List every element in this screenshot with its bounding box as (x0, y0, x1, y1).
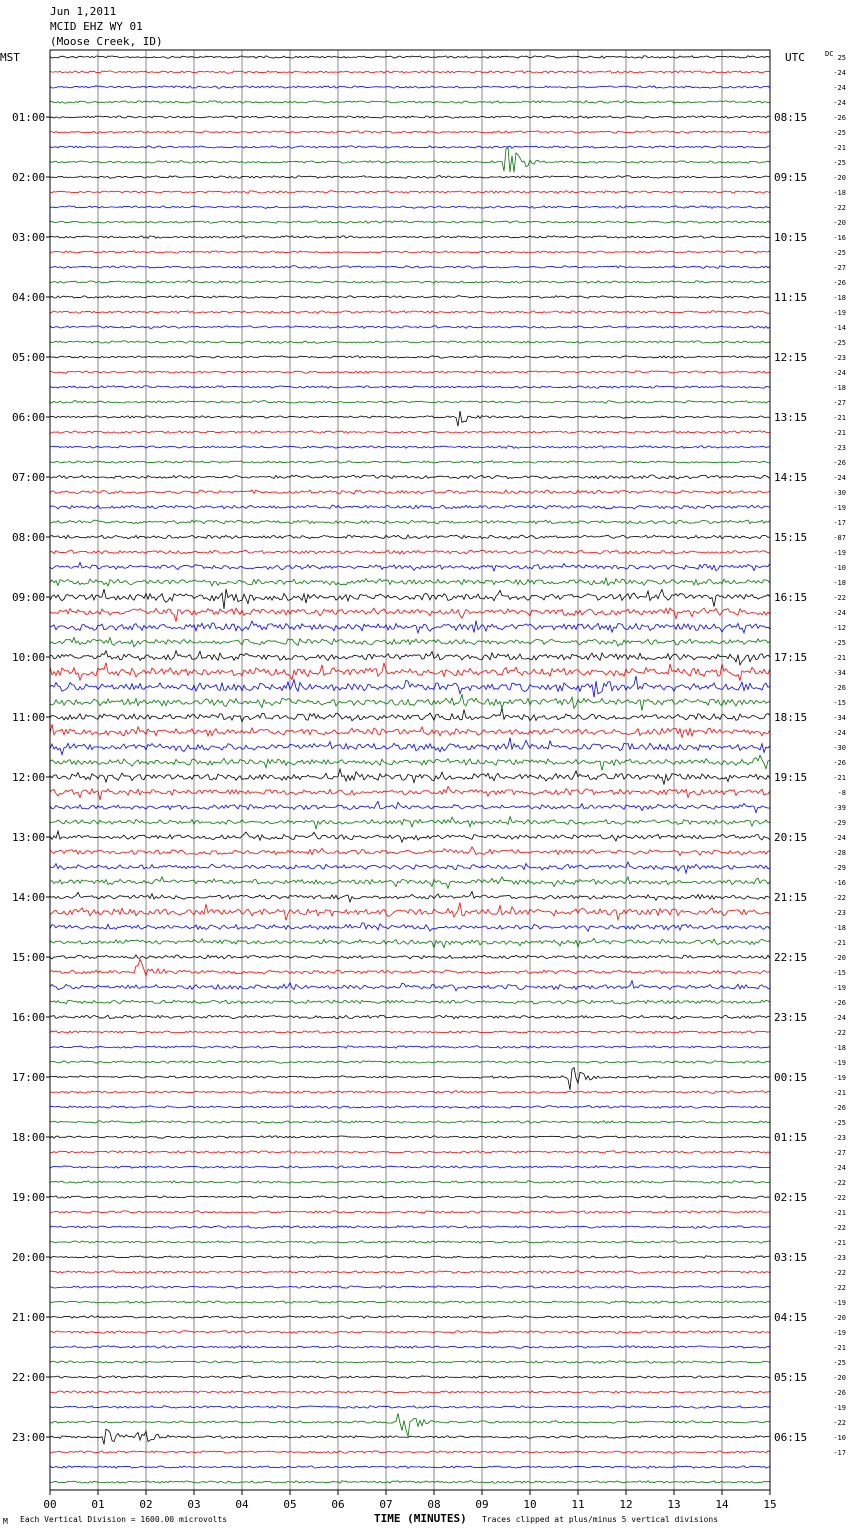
trace-70 (50, 1106, 770, 1109)
dc-offset: -18 (833, 924, 846, 932)
trace-73 (50, 1151, 770, 1154)
trace-61 (50, 959, 770, 976)
dc-offset: -24 (833, 729, 846, 737)
trace-37 (50, 608, 770, 622)
utc-label: 14:15 (774, 471, 808, 484)
trace-3 (50, 101, 770, 104)
utc-label: 12:15 (774, 351, 808, 364)
plot-frame (50, 50, 770, 1490)
dc-offset: -24 (833, 369, 846, 377)
x-axis-ticks (43, 1490, 776, 1511)
trace-21 (50, 371, 770, 374)
trace-62 (50, 981, 770, 991)
trace-19 (50, 341, 770, 344)
trace-67 (50, 1061, 770, 1064)
mst-label: 22:00 (12, 1371, 46, 1384)
x-axis-title: TIME (MINUTES) (374, 1512, 467, 1525)
trace-43 (50, 694, 770, 710)
trace-33 (50, 550, 770, 554)
utc-label: 18:15 (774, 711, 808, 724)
mst-label: 17:00 (12, 1071, 46, 1084)
dc-offset: -26 (833, 1389, 846, 1397)
trace-47 (50, 755, 770, 770)
dc-offset: -17 (833, 519, 846, 527)
trace-93 (50, 1451, 770, 1453)
utc-label: 15:15 (774, 531, 808, 544)
trace-51 (50, 817, 770, 829)
dc-offset: -19 (833, 309, 846, 317)
dc-offset: -29 (833, 819, 846, 827)
dc-offset: -23 (833, 354, 846, 362)
utc-label: 08:15 (774, 111, 808, 124)
dc-offset: -22 (833, 1194, 846, 1202)
dc-offset: -22 (833, 894, 846, 902)
trace-34 (50, 562, 770, 571)
trace-64 (50, 1015, 770, 1019)
dc-offset: -21 (833, 774, 846, 782)
dc-offset: -24 (833, 609, 846, 617)
trace-32 (50, 535, 770, 539)
dc-offset: -22 (833, 1224, 846, 1232)
trace-36 (50, 589, 770, 609)
utc-label: 17:15 (774, 651, 808, 664)
trace-14 (50, 266, 770, 269)
dc-offset: -21 (833, 1209, 846, 1217)
dc-offset-labels (833, 54, 846, 1457)
trace-83 (50, 1301, 770, 1304)
dc-offset: -22 (833, 1284, 846, 1292)
clip-note: Traces clipped at plus/minus 5 vertical divisions (482, 1515, 719, 1524)
trace-87 (50, 1361, 770, 1364)
utc-label: 06:15 (774, 1431, 808, 1444)
trace-5 (50, 131, 770, 134)
trace-11 (50, 221, 770, 224)
mst-hour-labels (12, 111, 50, 1444)
dc-offset: -23 (833, 1254, 846, 1262)
x-tick-label: 14 (715, 1498, 729, 1511)
utc-label: 00:15 (774, 1071, 808, 1084)
dc-offset: -16 (833, 234, 846, 242)
dc-offset: -27 (833, 399, 846, 407)
dc-offset: -18 (833, 189, 846, 197)
x-tick-label: 12 (619, 1498, 633, 1511)
trace-84 (50, 1316, 770, 1319)
trace-78 (50, 1226, 770, 1229)
utc-label: 04:15 (774, 1311, 808, 1324)
trace-48 (50, 769, 770, 785)
trace-41 (50, 663, 770, 681)
dc-offset: -24 (833, 99, 846, 107)
dc-offset: -22 (833, 204, 846, 212)
trace-86 (50, 1346, 770, 1349)
x-tick-label: 10 (523, 1498, 537, 1511)
trace-54 (50, 862, 770, 873)
dc-offset: -20 (833, 174, 846, 182)
trace-42 (50, 676, 770, 697)
trace-20 (50, 356, 770, 359)
trace-90 (50, 1406, 770, 1409)
trace-39 (50, 638, 770, 647)
dc-offset: -25 (833, 1119, 846, 1127)
trace-72 (50, 1136, 770, 1139)
trace-23 (50, 401, 770, 404)
dc-offset: -19 (833, 1074, 846, 1082)
dc-offset: -23 (833, 444, 846, 452)
trace-92 (50, 1429, 770, 1444)
dc-offset: -19 (833, 549, 846, 557)
trace-0 (50, 56, 770, 59)
dc-offset: -25 (833, 249, 846, 257)
utc-label: 01:15 (774, 1131, 808, 1144)
trace-16 (50, 296, 770, 299)
dc-offset: -21 (833, 429, 846, 437)
mst-label: 07:00 (12, 471, 46, 484)
dc-offset: -19 (833, 1404, 846, 1412)
trace-60 (50, 955, 770, 959)
utc-label: 02:15 (774, 1191, 808, 1204)
dc-offset: -25 (833, 159, 846, 167)
dc-offset: -20 (833, 219, 846, 227)
x-tick-label: 03 (187, 1498, 201, 1511)
x-tick-label: 05 (283, 1498, 297, 1511)
utc-hour-labels (774, 111, 807, 1444)
dc-offset: -15 (833, 969, 846, 977)
dc-offset: -26 (833, 759, 846, 767)
utc-label: 21:15 (774, 891, 808, 904)
dc-offset: -19 (833, 504, 846, 512)
mst-label: 23:00 (12, 1431, 46, 1444)
dc-offset: -15 (833, 699, 846, 707)
dc-offset: -22 (833, 1269, 846, 1277)
trace-44 (50, 708, 770, 722)
trace-65 (50, 1031, 770, 1034)
trace-59 (50, 939, 770, 949)
dc-offset: -16 (833, 879, 846, 887)
x-tick-label: 15 (763, 1498, 777, 1511)
mst-label: 10:00 (12, 651, 46, 664)
trace-50 (50, 801, 770, 812)
dc-offset: -34 (833, 714, 846, 722)
trace-9 (50, 191, 770, 194)
trace-22 (50, 386, 770, 389)
x-tick-label: 00 (43, 1498, 57, 1511)
x-tick-label: 04 (235, 1498, 249, 1511)
trace-69 (50, 1091, 770, 1094)
trace-1 (50, 71, 770, 74)
trace-57 (50, 902, 770, 920)
mst-label: 13:00 (12, 831, 46, 844)
utc-label: 03:15 (774, 1251, 808, 1264)
dc-offset: -22 (833, 1419, 846, 1427)
dc-offset: -22 (833, 1029, 846, 1037)
trace-30 (50, 505, 770, 509)
trace-27 (50, 461, 770, 464)
dc-offset: -25 (833, 639, 846, 647)
utc-label: 22:15 (774, 951, 808, 964)
dc-offset: -8 (837, 789, 846, 797)
utc-label: 13:15 (774, 411, 808, 424)
dc-offset: -39 (833, 804, 846, 812)
dc-offset: -19 (833, 1329, 846, 1337)
trace-58 (50, 923, 770, 931)
dc-offset: -28 (833, 849, 846, 857)
mst-axis-label: MST (0, 51, 20, 64)
mst-label: 15:00 (12, 951, 46, 964)
trace-28 (50, 475, 770, 479)
trace-82 (50, 1286, 770, 1289)
dc-offset: -19 (833, 1059, 846, 1067)
mst-label: 09:00 (12, 591, 46, 604)
corner-mark: M (3, 1517, 8, 1526)
dc-label: DC (825, 50, 834, 58)
mst-label: 01:00 (12, 111, 46, 124)
trace-24 (50, 411, 770, 426)
utc-axis-label: UTC (785, 51, 805, 64)
trace-76 (50, 1196, 770, 1199)
utc-label: 19:15 (774, 771, 808, 784)
mst-label: 19:00 (12, 1191, 46, 1204)
trace-66 (50, 1046, 770, 1049)
trace-12 (50, 236, 770, 239)
dc-offset: -29 (833, 864, 846, 872)
trace-56 (50, 892, 770, 903)
utc-label: 09:15 (774, 171, 808, 184)
dc-offset: -20 (833, 1374, 846, 1382)
trace-55 (50, 877, 770, 888)
trace-46 (50, 738, 770, 755)
trace-77 (50, 1211, 770, 1214)
dc-offset: -27 (833, 1149, 846, 1157)
dc-offset: -26 (833, 114, 846, 122)
dc-offset: -24 (833, 1164, 846, 1172)
dc-offset: -24 (833, 1014, 846, 1022)
utc-label: 05:15 (774, 1371, 808, 1384)
dc-offset: -21 (833, 1089, 846, 1097)
mst-label: 02:00 (12, 171, 46, 184)
x-tick-label: 09 (475, 1498, 489, 1511)
dc-offset: -24 (833, 834, 846, 842)
trace-29 (50, 490, 770, 494)
mst-label: 14:00 (12, 891, 46, 904)
dc-offset: -23 (833, 1134, 846, 1142)
trace-4 (50, 116, 770, 119)
trace-52 (50, 831, 770, 842)
x-tick-label: 11 (571, 1498, 585, 1511)
trace-95 (50, 1481, 770, 1484)
trace-38 (50, 621, 770, 633)
trace-81 (50, 1271, 770, 1274)
trace-88 (50, 1376, 770, 1379)
dc-offset: -25 (833, 1359, 846, 1367)
dc-offset: -20 (833, 1314, 846, 1322)
dc-offset: -26 (833, 684, 846, 692)
utc-label: 23:15 (774, 1011, 808, 1024)
mst-label: 05:00 (12, 351, 46, 364)
dc-offset: -22 (833, 594, 846, 602)
dc-offset: -18 (833, 384, 846, 392)
trace-89 (50, 1391, 770, 1394)
mst-label: 04:00 (12, 291, 46, 304)
dc-offset: -26 (833, 1104, 846, 1112)
utc-label: 11:15 (774, 291, 808, 304)
x-tick-label: 02 (139, 1498, 153, 1511)
dc-offset: -26 (833, 279, 846, 287)
dc-offset: -21 (833, 1344, 846, 1352)
mst-label: 11:00 (12, 711, 46, 724)
dc-offset: -21 (833, 939, 846, 947)
station-id: MCID EHZ WY 01 (50, 20, 143, 33)
mst-label: 21:00 (12, 1311, 46, 1324)
dc-offset: -30 (833, 744, 846, 752)
station-date: Jun 1,2011 (50, 5, 117, 18)
trace-91 (50, 1414, 770, 1437)
trace-7 (50, 147, 770, 172)
dc-offset: -34 (833, 669, 846, 677)
scale-note: Each Vertical Division = 1600.00 microvolts (20, 1515, 228, 1524)
dc-offset: -19 (833, 984, 846, 992)
trace-74 (50, 1166, 770, 1169)
dc-offset: -21 (833, 144, 846, 152)
mst-label: 08:00 (12, 531, 46, 544)
trace-6 (50, 146, 770, 149)
mst-label: 16:00 (12, 1011, 46, 1024)
trace-13 (50, 251, 770, 254)
trace-40 (50, 651, 770, 665)
dc-offset: 25 (837, 54, 846, 62)
dc-offset: -22 (833, 1179, 846, 1187)
trace-63 (50, 1000, 770, 1004)
time-gridlines (98, 50, 722, 1490)
dc-offset: -21 (833, 414, 846, 422)
dc-offset: -21 (833, 1239, 846, 1247)
dc-offset: -19 (833, 1299, 846, 1307)
trace-45 (50, 724, 770, 737)
mst-label: 20:00 (12, 1251, 46, 1264)
dc-offset: -27 (833, 264, 846, 272)
dc-offset: -21 (833, 654, 846, 662)
dc-offset: -18 (833, 294, 846, 302)
utc-label: 10:15 (774, 231, 808, 244)
trace-68 (50, 1068, 770, 1090)
trace-17 (50, 311, 770, 314)
dc-offset: -25 (833, 339, 846, 347)
trace-85 (50, 1331, 770, 1334)
station-location: (Moose Creek, ID) (50, 35, 163, 48)
dc-offset: -18 (833, 579, 846, 587)
trace-80 (50, 1256, 770, 1259)
dc-offset: -18 (833, 1044, 846, 1052)
dc-offset: -20 (833, 954, 846, 962)
dc-offset: -24 (833, 474, 846, 482)
mst-label: 18:00 (12, 1131, 46, 1144)
trace-53 (50, 847, 770, 856)
mst-label: 12:00 (12, 771, 46, 784)
dc-offset: -87 (833, 534, 846, 542)
trace-2 (50, 86, 770, 89)
trace-31 (50, 520, 770, 524)
dc-offset: -14 (833, 324, 846, 332)
seismic-traces (50, 56, 770, 1484)
trace-10 (50, 206, 770, 209)
mst-label: 03:00 (12, 231, 46, 244)
utc-label: 20:15 (774, 831, 808, 844)
dc-offset: -10 (833, 564, 846, 572)
trace-35 (50, 578, 770, 586)
trace-25 (50, 431, 770, 434)
x-tick-label: 13 (667, 1498, 681, 1511)
utc-label: 16:15 (774, 591, 808, 604)
trace-8 (50, 176, 770, 179)
x-tick-label: 01 (91, 1498, 105, 1511)
dc-offset: -25 (833, 129, 846, 137)
trace-15 (50, 281, 770, 284)
dc-offset: -24 (833, 69, 846, 77)
x-tick-label: 07 (379, 1498, 393, 1511)
trace-26 (50, 446, 770, 449)
x-tick-label: 06 (331, 1498, 345, 1511)
trace-49 (50, 787, 770, 800)
dc-offset: -23 (833, 909, 846, 917)
dc-offset: -26 (833, 459, 846, 467)
dc-offset: -24 (833, 84, 846, 92)
trace-18 (50, 326, 770, 329)
dc-offset: -30 (833, 489, 846, 497)
x-tick-label: 08 (427, 1498, 441, 1511)
dc-offset: -17 (833, 1449, 846, 1457)
trace-79 (50, 1241, 770, 1244)
trace-71 (50, 1121, 770, 1124)
trace-75 (50, 1181, 770, 1184)
dc-offset: -12 (833, 624, 846, 632)
dc-offset: -26 (833, 999, 846, 1007)
dc-offset: -10 (833, 1434, 846, 1442)
mst-label: 06:00 (12, 411, 46, 424)
trace-94 (50, 1466, 770, 1469)
